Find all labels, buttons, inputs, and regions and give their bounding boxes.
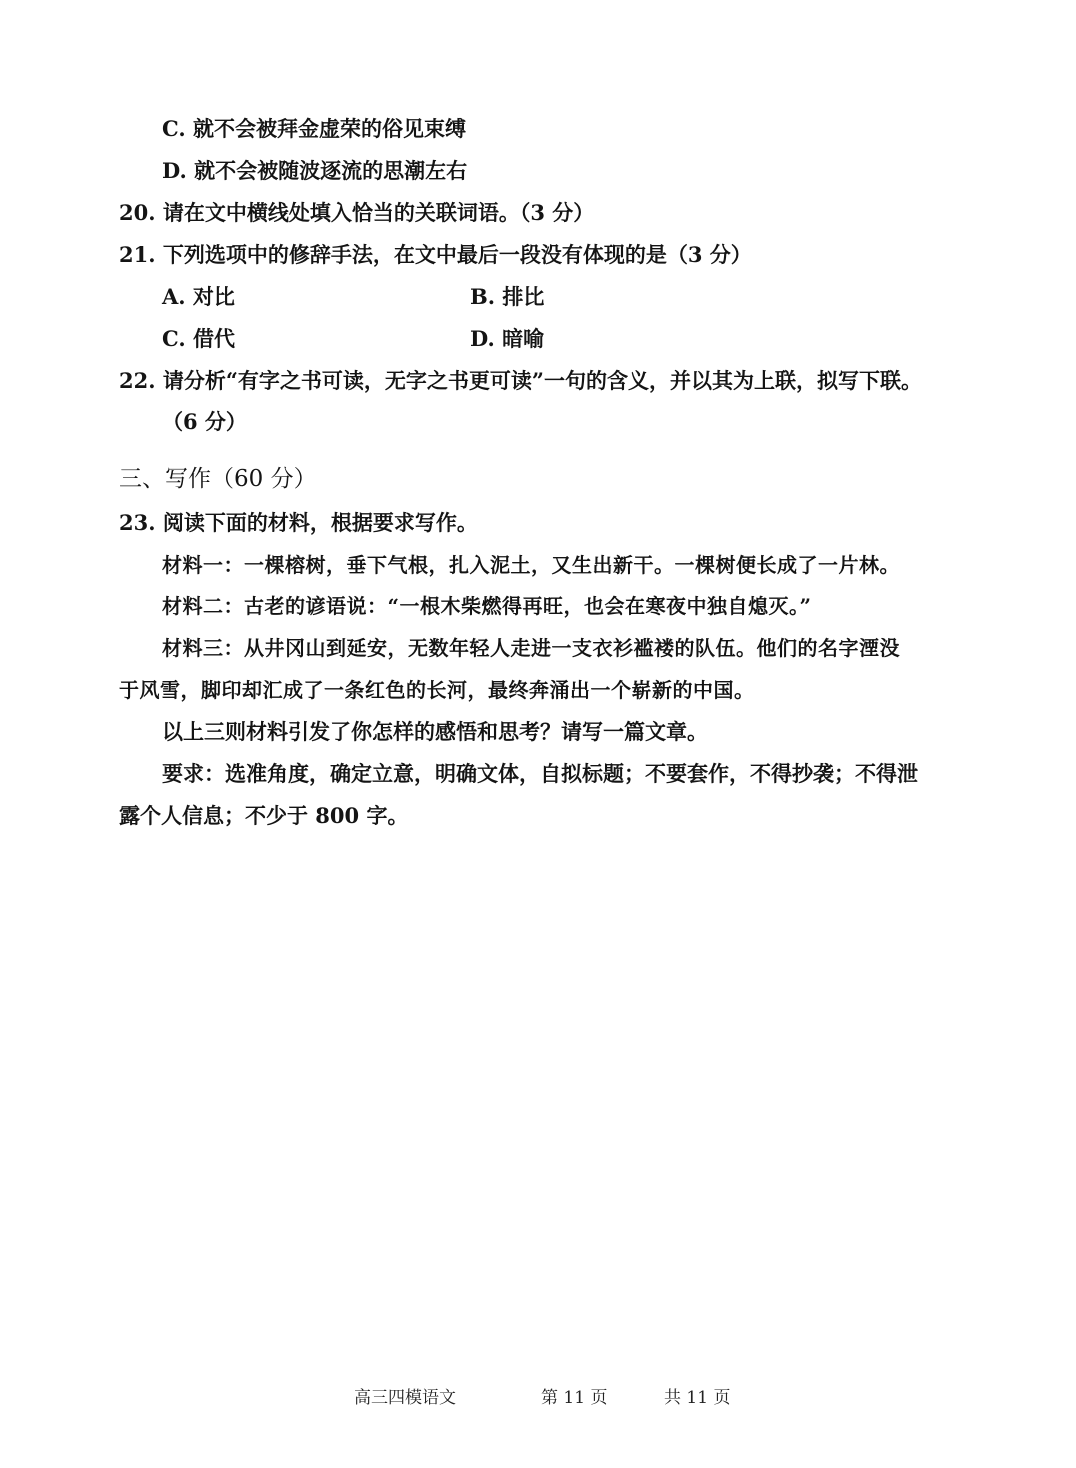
section-title-writing: 三、写作（60 分） (119, 466, 317, 492)
q19-option-d: D. 就不会被随波逐流的思潮左右 (162, 158, 468, 183)
material-2: 材料二：古老的谚语说：“一根木柴燃得再旺，也会在寒夜中独自熄灭。” (162, 594, 812, 618)
material-1: 材料一：一棵榕树，垂下气根，扎入泥土，又生出新干。一棵树便长成了一片林。 (162, 553, 900, 577)
q21-option-a: A. 对比 (162, 284, 235, 309)
q19-option-c: C. 就不会被拜金虚荣的俗见束缚 (162, 116, 466, 141)
question-20: 20. 请在文中横线处填入恰当的关联词语。（3 分） (119, 200, 595, 225)
requirement-line-2: 露个人信息；不少于 800 字。 (119, 803, 409, 828)
question-21: 21. 下列选项中的修辞手法，在文中最后一段没有体现的是（3 分） (119, 242, 752, 267)
q21-option-c: C. 借代 (162, 326, 235, 351)
footer-page-number: 第 11 页 (541, 1388, 608, 1408)
q21-option-d: D. 暗喻 (470, 326, 545, 351)
material-3-line-1: 材料三：从井冈山到延安，无数年轻人走进一支衣衫褴褛的队伍。他们的名字湮没 (162, 636, 900, 660)
q21-option-b: B. 排比 (470, 284, 545, 309)
footer-total-pages: 共 11 页 (664, 1388, 731, 1408)
requirement-line-1: 要求：选准角度，确定立意，明确文体，自拟标题；不要套作，不得抄袭；不得泄 (162, 761, 918, 786)
question-22: 22. 请分析“有字之书可读，无字之书更可读”一句的含义，并以其为上联，拟写下联。 (119, 368, 923, 393)
question-22-score: （6 分） (162, 409, 247, 434)
footer-subject: 高三四模语文 (354, 1388, 456, 1408)
writing-prompt: 以上三则材料引发了你怎样的感悟和思考？请写一篇文章。 (162, 719, 708, 744)
question-23: 23. 阅读下面的材料，根据要求写作。 (119, 510, 478, 535)
material-3-line-2: 于风雪，脚印却汇成了一条红色的长河，最终奔涌出一个崭新的中国。 (119, 678, 755, 702)
